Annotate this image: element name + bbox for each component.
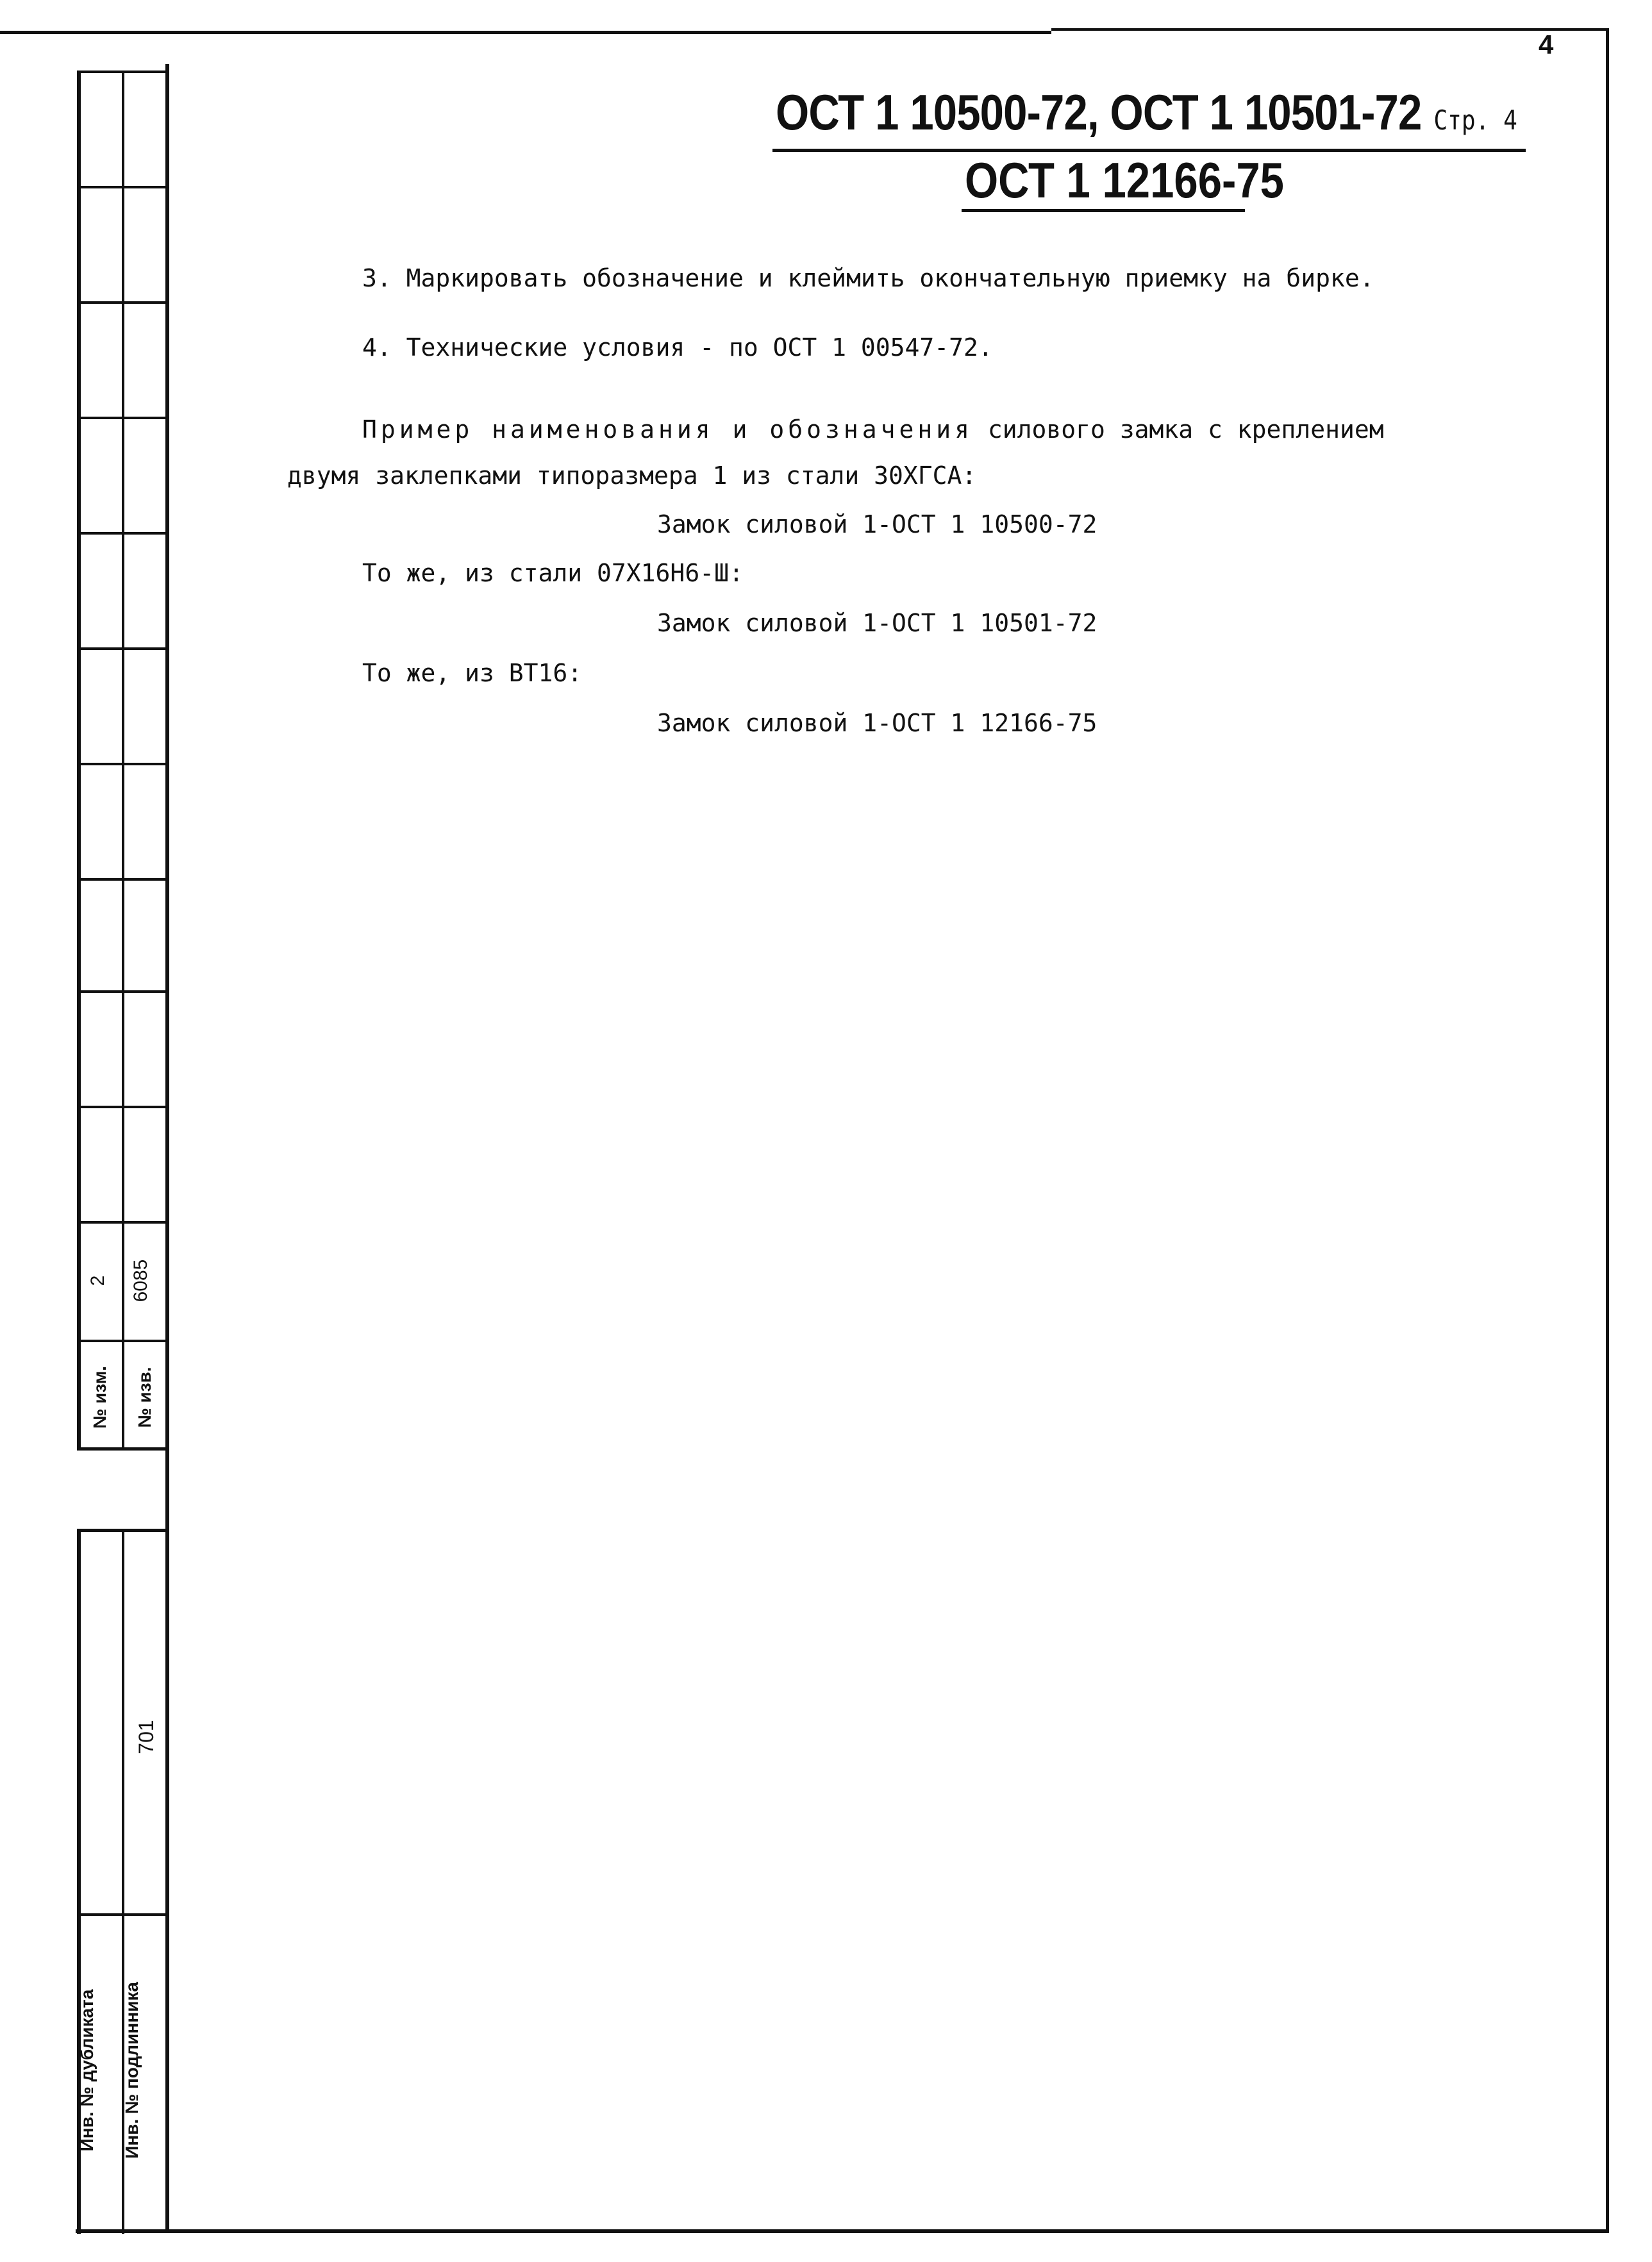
designation-3: Замок силовой 1-ОСТ 1 12166-75 bbox=[657, 709, 1097, 737]
strip-lower-row-line bbox=[77, 1913, 167, 1916]
strip-upper-left-edge bbox=[77, 71, 81, 1449]
item-4-text: 4. Технические условия - по ОСТ 1 00547-72. bbox=[362, 333, 993, 362]
example-intro-rest: силового замка с креплением bbox=[987, 415, 1384, 444]
item-3-text: 3. Маркировать обозначение и клеймить окончательную приемку на бирке. bbox=[362, 264, 1374, 292]
change-number-label: № изм. bbox=[90, 1366, 110, 1429]
frame-left-line bbox=[165, 64, 169, 2233]
frame-top-line bbox=[0, 31, 1051, 34]
original-inventory-value: 701 bbox=[135, 1720, 158, 1754]
example-intro-line2: двумя заклепками типоразмера 1 из стали 30ХГСА: bbox=[287, 462, 977, 490]
notice-number-label: № изв. bbox=[135, 1367, 154, 1428]
strip-row-line-3 bbox=[77, 417, 167, 419]
strip-row-line-9 bbox=[77, 1106, 167, 1108]
strip-row-line-7 bbox=[77, 878, 167, 881]
same-vt16-text: То же, из ВТ16: bbox=[362, 659, 583, 687]
strip-row-line-2 bbox=[77, 301, 167, 304]
change-number-value: 2 bbox=[87, 1275, 108, 1286]
designation-1: Замок силовой 1-ОСТ 1 10500-72 bbox=[657, 510, 1097, 538]
strip-row-line-4 bbox=[77, 532, 167, 535]
strip-row-line-6 bbox=[77, 763, 167, 765]
duplicate-inventory-label: Инв. № дубликата bbox=[77, 1989, 97, 2152]
document-header-line1 bbox=[776, 83, 1517, 142]
strip-upper-bottom-edge bbox=[77, 1447, 167, 1451]
strip-upper-middle-line bbox=[122, 71, 124, 1449]
original-inventory-label: Инв. № подлинника bbox=[122, 1982, 142, 2159]
strip-row-line-1 bbox=[77, 186, 167, 188]
header-underline-2 bbox=[962, 209, 1245, 212]
example-intro-line1 bbox=[362, 415, 1384, 444]
strip-row-line-10 bbox=[77, 1221, 167, 1224]
frame-right-line bbox=[1606, 28, 1609, 2233]
frame-top-line-right bbox=[1051, 28, 1609, 31]
document-header-line2: ОСТ 1 12166-75 bbox=[965, 152, 1284, 208]
page-label: Стр. 4 bbox=[1433, 104, 1517, 136]
frame-bottom-line bbox=[76, 2229, 1609, 2233]
same-steel-text: То же, из стали 07Х16Н6-Ш: bbox=[362, 559, 744, 587]
corner-page-number: 4 bbox=[1539, 29, 1554, 60]
example-intro-spaced: Пример наименования и обозначения bbox=[362, 415, 973, 444]
strip-row-line-8 bbox=[77, 990, 167, 993]
strip-row-line-5 bbox=[77, 647, 167, 650]
strip-upper-top-edge bbox=[77, 71, 167, 73]
standard-codes-line1: ОСТ 1 10500-72, ОСТ 1 10501-72 bbox=[776, 84, 1422, 140]
notice-number-value: 6085 bbox=[130, 1259, 151, 1302]
strip-row-line-11 bbox=[77, 1340, 167, 1342]
designation-2: Замок силовой 1-ОСТ 1 10501-72 bbox=[657, 609, 1097, 637]
